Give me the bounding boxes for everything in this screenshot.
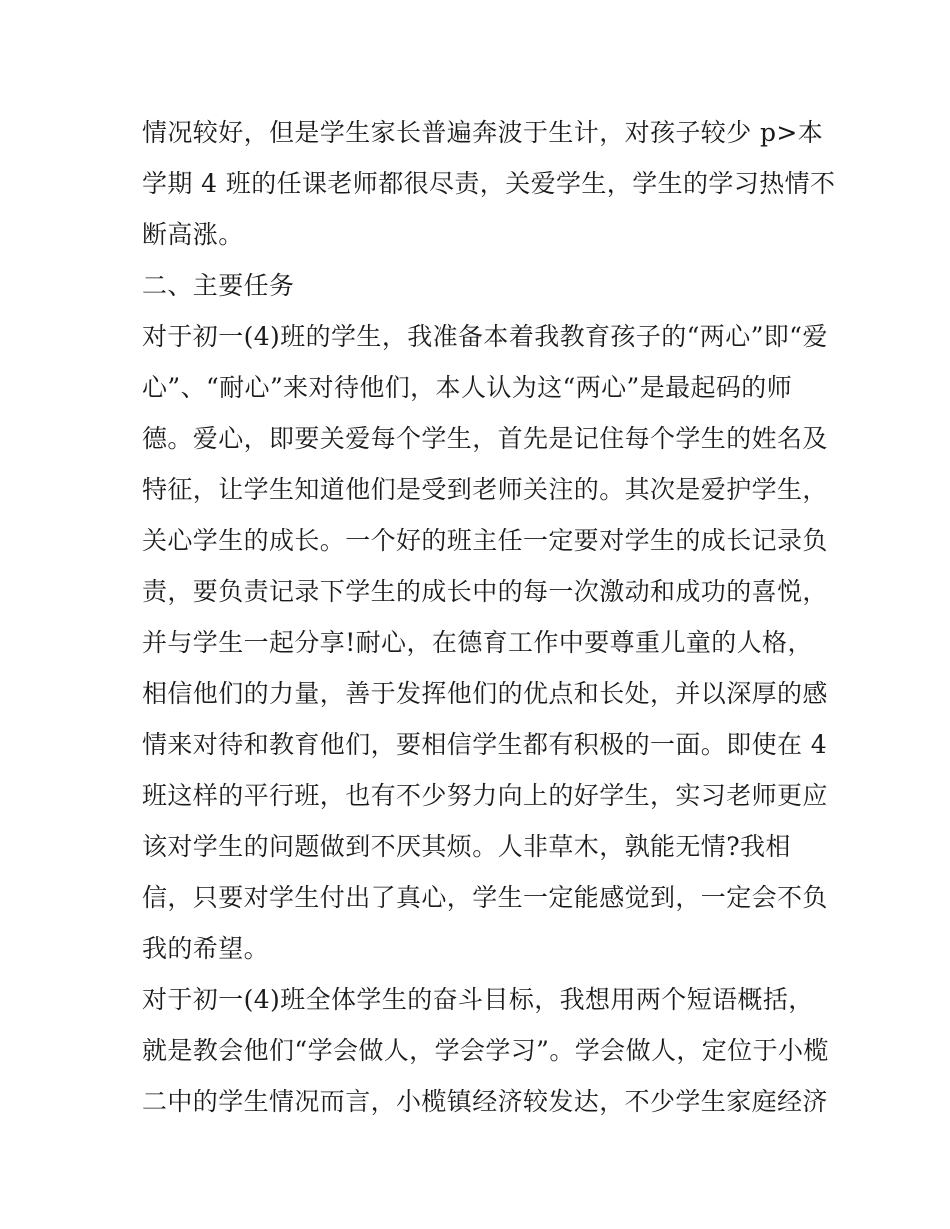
text-line: 就是教会他们“学会做人，学会学习”。学会做人，定位于小榄: [142, 1036, 829, 1065]
text-line: 该对学生的问题做到不厌其烦。人非草木，孰能无情?我相: [142, 832, 791, 861]
text-line: 情来对待和教育他们，要相信学生都有积极的一面。即使在 4: [142, 730, 828, 759]
text-line: 断高涨。: [142, 220, 244, 249]
text-line: 并与学生一起分享!耐心，在德育工作中要尊重儿童的人格，: [142, 628, 813, 657]
text-line: 二中的学生情况而言，小榄镇经济较发达，不少学生家庭经济: [142, 1087, 828, 1116]
section-heading: 二、主要任务: [142, 271, 295, 300]
text-line: 信，只要对学生付出了真心，学生一定能感觉到，一定会不负: [142, 883, 828, 912]
text-line: 学期 4 班的任课老师都很尽责，关爱学生，学生的学习热情不: [142, 169, 836, 198]
text-line: 对于初一(4)班的学生，我准备本着我教育孩子的“两心”即“爱: [142, 322, 828, 351]
text-line: 我的希望。: [142, 934, 270, 963]
text-line: 关心学生的成长。一个好的班主任一定要对学生的成长记录负: [142, 526, 828, 555]
text-line: 相信他们的力量，善于发挥他们的优点和长处，并以深厚的感: [142, 679, 828, 708]
text-line: 班这样的平行班，也有不少努力向上的好学生，实习老师更应: [142, 781, 828, 810]
text-line: 德。爱心，即要关爱每个学生，首先是记住每个学生的姓名及: [142, 424, 828, 453]
text-line: 情况较好，但是学生家长普遍奔波于生计，对孩子较少 p>本: [142, 118, 824, 147]
document-body: [142, 107, 836, 1127]
text-line: 责，要负责记录下学生的成长中的每一次激动和成功的喜悦，: [142, 577, 828, 606]
text-line: 特征，让学生知道他们是受到老师关注的。其次是爱护学生，: [142, 475, 828, 504]
text-line: 对于初一(4)班全体学生的奋斗目标，我想用两个短语概括，: [142, 985, 814, 1014]
text-line: 心”、“耐心”来对待他们，本人认为这“两心”是最起码的师: [142, 373, 793, 402]
